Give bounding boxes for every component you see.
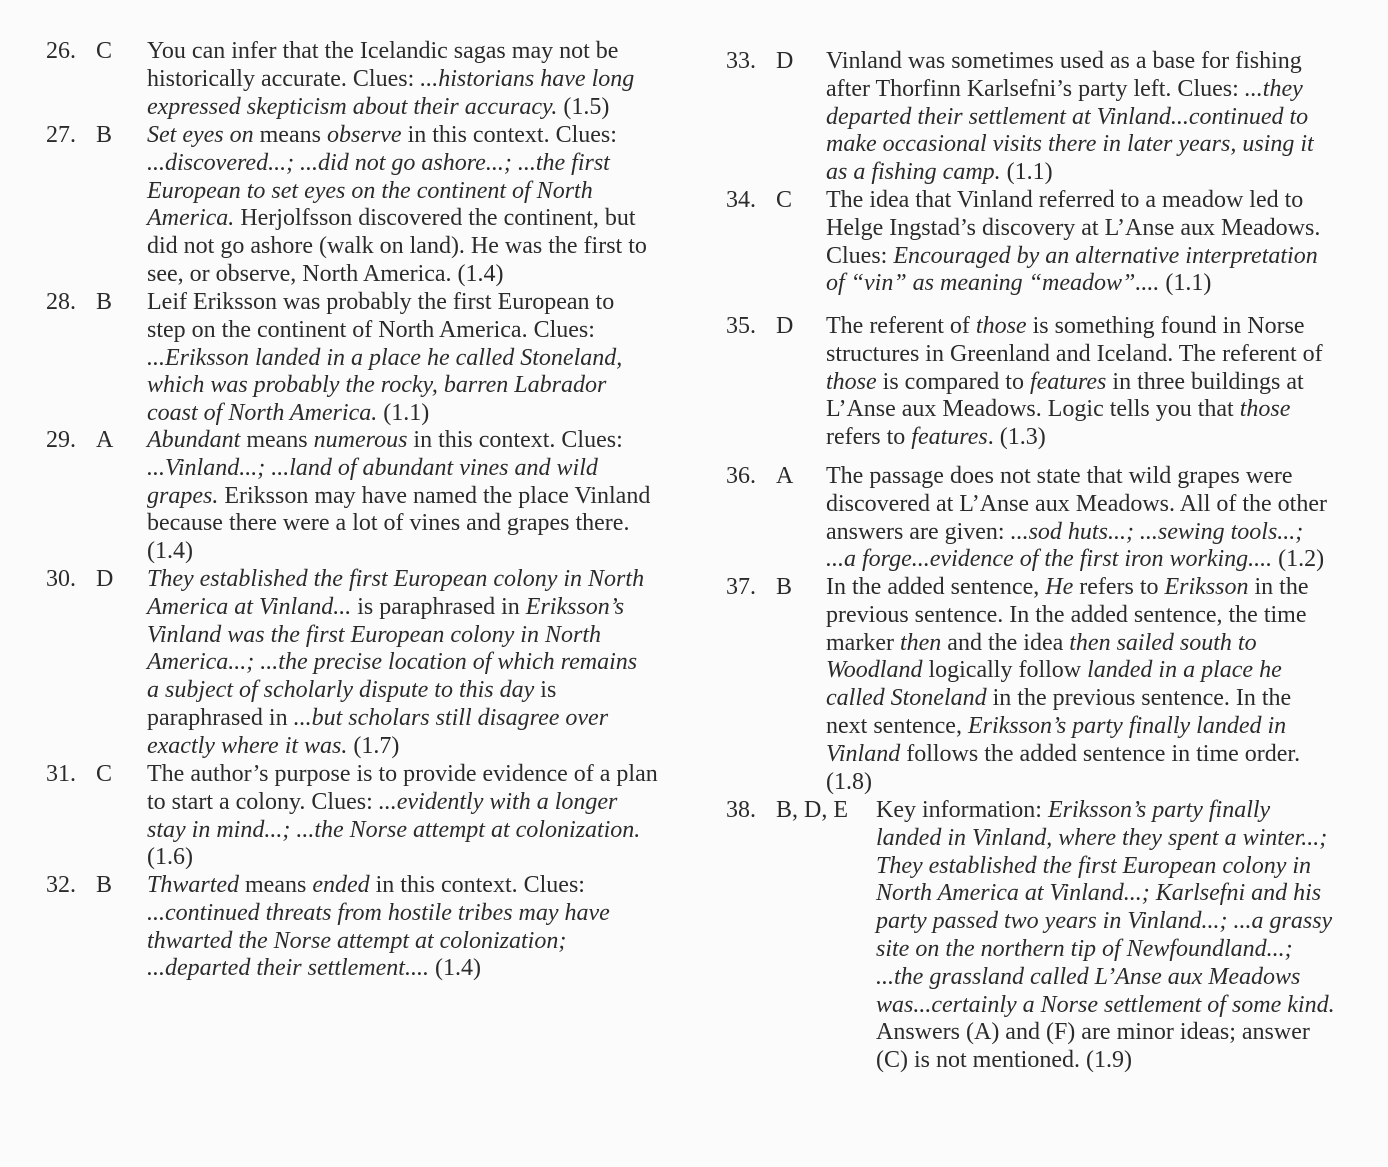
explanation-line xyxy=(147,761,658,789)
explanation-line xyxy=(147,178,647,206)
quoted-clue: Thwarted xyxy=(147,872,240,898)
explanation-run: is compared to xyxy=(876,368,1030,395)
explanation-line xyxy=(826,657,1309,685)
quoted-clue: a subject of scholarly dispute to this day xyxy=(147,677,535,704)
explanation-run: in three buildings at xyxy=(1106,368,1304,395)
explanation-line xyxy=(147,566,644,594)
quoted-clue: ...evidently with a longer xyxy=(378,788,618,815)
question-number: 35. xyxy=(726,313,756,339)
quoted-clue: Eriksson’s party finally landed in xyxy=(967,712,1287,739)
quoted-clue: European to set eyes on the continent of North xyxy=(147,177,593,204)
explanation-line xyxy=(876,908,1335,936)
quoted-clue: America...; ...the precise location of which remains xyxy=(147,649,638,676)
question-number: 30. xyxy=(46,566,76,592)
quoted-clue: Vinland xyxy=(826,740,901,767)
quoted-clue: landed in a place he xyxy=(1087,657,1282,684)
explanation-line xyxy=(147,400,622,428)
explanation-line xyxy=(826,341,1323,369)
quoted-clue: make occasional visits there in later years, using it xyxy=(826,131,1314,158)
question-number: 31. xyxy=(46,761,76,787)
quoted-clue: expressed skepticism about their accuracy. xyxy=(147,93,558,120)
quoted-clue: then sailed south to xyxy=(1069,629,1257,656)
question-number: 34. xyxy=(726,187,756,213)
answer-letter: A xyxy=(776,463,794,489)
question-number: 36. xyxy=(726,463,756,489)
quoted-clue: ...but scholars still disagree over xyxy=(293,704,609,731)
quoted-clue: stay in mind...; ...the Norse attempt at colonization. xyxy=(147,816,641,843)
quoted-clue: ...departed their settlement.... xyxy=(147,955,429,982)
quoted-clue: ...Eriksson landed in a place he called Stoneland, xyxy=(147,344,623,371)
explanation-line xyxy=(147,427,650,455)
explanation-text xyxy=(826,187,1320,298)
quoted-clue: ...sod huts...; ...sewing tools...; xyxy=(1010,518,1304,545)
explanation-line xyxy=(826,243,1320,271)
explanation-line xyxy=(876,880,1335,908)
quoted-clue: Woodland xyxy=(826,657,923,684)
answer-letter: B xyxy=(776,574,793,600)
explanation-line xyxy=(147,233,647,261)
explanation-line xyxy=(147,538,650,566)
explanation-run: paraphrased in xyxy=(147,704,294,731)
answer-letter: B xyxy=(96,122,113,148)
quoted-clue: Eriksson’s xyxy=(525,593,625,620)
explanation-line xyxy=(876,853,1335,881)
explanation-run: means xyxy=(240,427,314,453)
explanation-line xyxy=(147,649,644,677)
explanation-run: (1.1) xyxy=(377,400,430,427)
quoted-clue: called Stoneland xyxy=(826,685,987,712)
explanation-run: next sentence, xyxy=(826,712,968,739)
explanation-run: discovered at L’Anse aux Meadows. All of the other xyxy=(826,490,1327,517)
question-number: 37. xyxy=(726,574,756,600)
quoted-clue: thwarted the Norse attempt at colonization; xyxy=(147,927,567,954)
explanation-line xyxy=(826,76,1314,104)
explanation-text xyxy=(147,38,634,121)
explanation-run: Eriksson may have named the place Vinland xyxy=(218,482,651,509)
question-number: 26. xyxy=(46,38,76,64)
explanation-run: to start a colony. Clues: xyxy=(147,788,379,815)
explanation-run: step on the continent of North America. Clues: xyxy=(147,316,595,343)
explanation-run: (1.4) xyxy=(147,538,193,565)
explanation-run: Helge Ingstad’s discovery at L’Anse aux Meadows. xyxy=(826,214,1321,241)
quoted-clue: observe xyxy=(326,122,402,148)
quoted-clue: Vinland was the first European colony in North xyxy=(147,621,601,648)
answer-letter: A xyxy=(96,427,114,453)
explanation-run: historically accurate. Clues: xyxy=(147,65,421,92)
explanation-run: is xyxy=(534,677,557,704)
explanation-line xyxy=(147,705,644,733)
explanation-run: is something found in Norse xyxy=(1026,313,1305,339)
explanation-line xyxy=(826,48,1314,76)
explanation-line xyxy=(147,789,658,817)
answer-letter: B xyxy=(96,289,113,315)
quoted-clue: ...the grassland called L’Anse aux Meadows xyxy=(876,963,1301,990)
explanation-run: Clues: xyxy=(826,242,894,269)
explanation-line xyxy=(147,261,647,289)
explanation-text xyxy=(826,48,1314,187)
question-number: 27. xyxy=(46,122,76,148)
quoted-clue: of “vin” as meaning “meadow”.... xyxy=(826,270,1160,297)
quoted-clue: landed in Vinland, where they spent a winter...; xyxy=(876,824,1328,851)
explanation-line xyxy=(826,215,1320,243)
answer-letter: D xyxy=(776,313,794,339)
explanation-text xyxy=(147,122,647,289)
explanation-line xyxy=(826,685,1309,713)
quoted-clue: numerous xyxy=(313,427,408,453)
explanation-line xyxy=(147,150,647,178)
question-number: 32. xyxy=(46,872,76,898)
quoted-clue: ...Vinland...; ...land of abundant vines and wild xyxy=(147,454,598,481)
quoted-clue: ...a forge...evidence of the first iron working.... xyxy=(826,546,1273,573)
quoted-clue: They established the first European colony in xyxy=(876,852,1312,879)
question-number: 29. xyxy=(46,427,76,453)
explanation-text xyxy=(147,427,650,566)
explanation-line xyxy=(826,424,1323,452)
quoted-clue: North America at Vinland...; Karlsefni and his xyxy=(876,880,1322,907)
explanation-run: after Thorfinn Karlsefni’s party left. Clues: xyxy=(826,75,1245,102)
explanation-run: in this context. Clues: xyxy=(369,872,585,898)
explanation-run: see, or observe, North America. (1.4) xyxy=(147,260,504,287)
explanation-line xyxy=(876,936,1335,964)
explanation-line xyxy=(826,602,1309,630)
explanation-run: means xyxy=(253,122,327,148)
explanation-line xyxy=(147,955,610,983)
explanation-line xyxy=(876,964,1335,992)
explanation-line xyxy=(147,733,644,761)
quoted-clue: ...continued threats from hostile tribes may have xyxy=(147,899,610,926)
explanation-line xyxy=(826,769,1309,797)
explanation-text xyxy=(876,797,1335,1075)
explanation-line xyxy=(826,713,1309,741)
explanation-run: in the previous sentence. In the xyxy=(986,685,1292,712)
explanation-run: . (1.3) xyxy=(987,424,1046,451)
explanation-line xyxy=(147,900,610,928)
explanation-run: means xyxy=(239,872,313,898)
explanation-line xyxy=(147,872,610,900)
quoted-clue: which was probably the rocky, barren Labrador xyxy=(147,372,607,399)
explanation-run: because there were a lot of vines and grapes there. xyxy=(147,510,630,537)
explanation-text xyxy=(826,313,1323,452)
explanation-run: (1.5) xyxy=(557,93,610,120)
explanation-run: refers to xyxy=(1073,574,1165,600)
explanation-line xyxy=(826,741,1309,769)
explanation-run: You can infer that the Icelandic sagas may not be xyxy=(147,38,619,64)
explanation-line xyxy=(147,844,658,872)
explanation-line xyxy=(147,817,658,845)
explanation-line xyxy=(826,159,1314,187)
quoted-clue: grapes. xyxy=(147,482,219,509)
explanation-line xyxy=(826,187,1320,215)
explanation-run: (1.6) xyxy=(147,844,193,871)
explanation-run: Leif Eriksson was probably the first European to xyxy=(147,289,615,315)
explanation-run: (1.1) xyxy=(1000,159,1053,186)
explanation-line xyxy=(826,519,1327,547)
explanation-run: (1.4) xyxy=(428,955,481,982)
explanation-line xyxy=(147,928,610,956)
explanation-run: (1.1) xyxy=(1159,270,1212,297)
quoted-clue: ...discovered...; ...did not go ashore...; ...the first xyxy=(147,149,610,176)
quoted-clue: those xyxy=(1239,396,1291,423)
answer-letter: C xyxy=(96,761,113,787)
quoted-clue: ...they xyxy=(1244,75,1303,102)
quoted-clue: as a fishing camp. xyxy=(826,159,1001,186)
explanation-run: (1.7) xyxy=(347,732,400,759)
quoted-clue: features xyxy=(911,424,988,451)
question-number: 33. xyxy=(726,48,756,74)
explanation-run: did not go ashore (walk on land). He was the first to xyxy=(147,233,647,260)
answer-letter: C xyxy=(96,38,113,64)
quoted-clue: He xyxy=(1045,574,1074,600)
explanation-line xyxy=(876,797,1335,825)
explanation-line xyxy=(876,992,1335,1020)
explanation-line xyxy=(147,345,622,373)
explanation-line xyxy=(826,463,1327,491)
explanation-run: (1.8) xyxy=(826,768,872,795)
explanation-run: in this context. Clues: xyxy=(401,122,617,148)
explanation-run: previous sentence. In the added sentence, the time xyxy=(826,601,1307,628)
explanation-text xyxy=(147,566,644,761)
explanation-run: and the idea xyxy=(941,629,1070,656)
quoted-clue: Eriksson xyxy=(1164,574,1249,600)
explanation-run: Vinland was sometimes used as a base for fishing xyxy=(826,48,1302,74)
quoted-clue: Encouraged by an alternative interpretation xyxy=(893,242,1318,269)
explanation-line xyxy=(876,1019,1335,1047)
explanation-line xyxy=(147,455,650,483)
explanation-run: marker xyxy=(826,629,900,656)
explanation-line xyxy=(147,317,622,345)
explanation-line xyxy=(826,574,1309,602)
explanation-run: Herjolfsson discovered the continent, but xyxy=(234,205,636,232)
quoted-clue: Abundant xyxy=(147,427,241,453)
explanation-run: Key information: xyxy=(876,797,1048,823)
answer-letter: B xyxy=(96,872,113,898)
explanation-run: answers are given: xyxy=(826,518,1011,545)
quoted-clue: coast of North America. xyxy=(147,400,378,427)
quoted-clue: features xyxy=(1029,368,1107,395)
quoted-clue: exactly where it was. xyxy=(147,732,348,759)
quoted-clue: Eriksson’s party finally xyxy=(1047,797,1271,823)
explanation-run: The passage does not state that wild grapes were xyxy=(826,463,1293,489)
explanation-line xyxy=(876,825,1335,853)
explanation-run: follows the added sentence in time order. xyxy=(900,740,1301,767)
explanation-text xyxy=(147,872,610,983)
explanation-run: in this context. Clues: xyxy=(407,427,623,453)
quoted-clue: those xyxy=(826,368,877,395)
quoted-clue: ended xyxy=(312,872,370,898)
explanation-run: structures in Greenland and Iceland. The referent of xyxy=(826,340,1323,367)
explanation-run: in the xyxy=(1248,574,1309,600)
answer-letter: D xyxy=(96,566,114,592)
explanation-run: (C) is not mentioned. (1.9) xyxy=(876,1047,1132,1074)
explanation-line xyxy=(826,546,1327,574)
explanation-line xyxy=(826,313,1323,341)
explanation-line xyxy=(826,369,1323,397)
question-number: 28. xyxy=(46,289,76,315)
explanation-run: L’Anse aux Meadows. Logic tells you that xyxy=(826,396,1240,423)
quoted-clue: ...historians have long xyxy=(420,65,635,92)
question-number: 38. xyxy=(726,797,756,823)
answer-letter: B, D, E xyxy=(776,797,848,823)
explanation-line xyxy=(826,131,1314,159)
explanation-line xyxy=(826,630,1309,658)
explanation-run: Answers (A) and (F) are minor ideas; answer xyxy=(876,1019,1310,1046)
explanation-line xyxy=(826,270,1320,298)
explanation-run: refers to xyxy=(826,424,912,451)
explanation-line xyxy=(147,372,622,400)
explanation-run: In the added sentence, xyxy=(826,574,1046,600)
explanation-line xyxy=(147,594,644,622)
quoted-clue: then xyxy=(899,629,942,656)
explanation-run: The idea that Vinland referred to a meadow led to xyxy=(826,187,1304,213)
explanation-line xyxy=(826,104,1314,132)
answer-letter: D xyxy=(776,48,794,74)
explanation-line xyxy=(147,677,644,705)
quoted-clue: those xyxy=(975,313,1027,339)
explanation-line xyxy=(147,38,634,66)
explanation-line xyxy=(147,289,622,317)
explanation-line xyxy=(826,396,1323,424)
quoted-clue: Set eyes on xyxy=(147,122,254,148)
explanation-run: The author’s purpose is to provide evidence of a plan xyxy=(147,761,658,787)
explanation-line xyxy=(826,491,1327,519)
explanation-line xyxy=(147,94,634,122)
quoted-clue: was...certainly a Norse settlement of some kind. xyxy=(876,991,1335,1018)
explanation-run: The referent of xyxy=(826,313,976,339)
explanation-text xyxy=(826,463,1327,574)
explanation-line xyxy=(876,1047,1335,1075)
explanation-line xyxy=(147,510,650,538)
explanation-run: (1.2) xyxy=(1272,546,1325,573)
quoted-clue: They established the first European colony in North xyxy=(147,566,645,592)
explanation-text xyxy=(147,289,622,428)
explanation-line xyxy=(147,205,647,233)
explanation-run: logically follow xyxy=(922,657,1088,684)
quoted-clue: site on the northern tip of Newfoundland...; xyxy=(876,935,1293,962)
explanation-line xyxy=(147,122,647,150)
quoted-clue: America. xyxy=(147,205,235,232)
explanation-text xyxy=(147,761,658,872)
quoted-clue: departed their settlement at Vinland...continued to xyxy=(826,103,1309,130)
explanation-run: is paraphrased in xyxy=(351,593,526,620)
answer-letter: C xyxy=(776,187,793,213)
explanation-line xyxy=(147,483,650,511)
explanation-line xyxy=(147,622,644,650)
quoted-clue: party passed two years in Vinland...; ...a grassy xyxy=(876,908,1333,935)
explanation-text xyxy=(826,574,1309,796)
quoted-clue: America at Vinland... xyxy=(147,593,352,620)
explanation-line xyxy=(147,66,634,94)
